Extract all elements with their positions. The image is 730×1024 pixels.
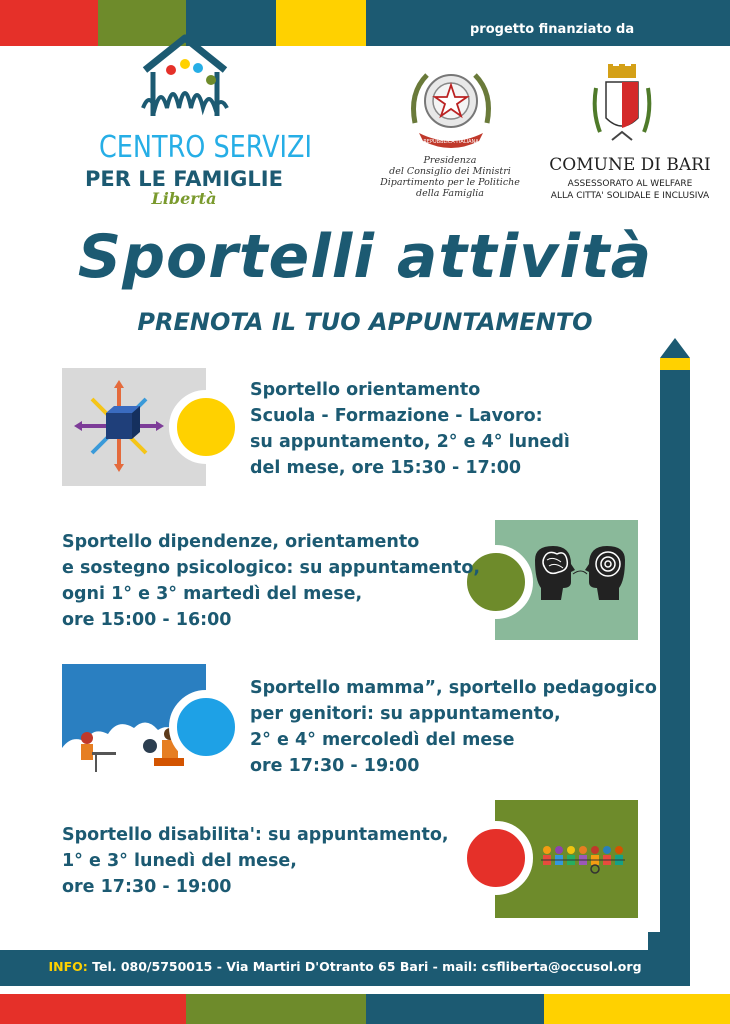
presidency-line: Presidenza — [423, 155, 477, 166]
section-line: ore 17:30 - 19:00 — [250, 756, 420, 776]
footer-contact — [0, 959, 690, 974]
page-subtitle: PRENOTA IL TUO APPUNTAMENTO — [137, 308, 593, 336]
section-line: 2° e 4° mercoledì del mese — [250, 730, 515, 750]
pencil-body-decoration — [660, 370, 690, 955]
presidency-line: del Consiglio dei Ministri — [389, 166, 511, 177]
bottom-color-stripe — [0, 994, 730, 1024]
bari-crest-icon — [590, 62, 654, 152]
section-line: ore 15:00 - 16:00 — [62, 610, 232, 630]
section-1-circle — [169, 390, 243, 464]
italian-republic-emblem-icon — [405, 63, 497, 153]
section-line: ore 17:30 - 19:00 — [62, 877, 232, 897]
comune-di-bari-label: COMUNE DI BARI — [549, 155, 711, 175]
section-line: Sportello mamma”, sportello pedagogico — [250, 678, 657, 698]
section-line: del mese, ore 15:30 - 17:00 — [250, 458, 522, 478]
bari-department — [535, 178, 725, 202]
section-line: su appuntamento, 2° e 4° lunedì — [250, 432, 570, 452]
section-line: 1° e 3° lunedì del mese, — [62, 851, 297, 871]
footer-contact-text: Tel. 080/5750015 - Via Martiri D'Otranto 65 Bari - mail: csfliberta@occusol.org — [92, 959, 642, 974]
section-3-text — [250, 675, 657, 779]
presidency-line: della Famiglia — [416, 188, 484, 199]
section-line: Sportello disabilita': su appuntamento, — [62, 825, 449, 845]
section-4-text — [62, 822, 449, 900]
page-title: Sportelli attività — [77, 222, 653, 292]
bari-department-line: ASSESSORATO AL WELFARE — [567, 179, 693, 189]
pencil-band-decoration — [660, 358, 690, 370]
presidency-text — [370, 155, 530, 199]
bari-department-line: ALLA CITTA' SOLIDALE E INCLUSIVA — [550, 191, 710, 201]
section-line: Sportello orientamento — [250, 380, 481, 400]
section-line: Sportello dipendenze, orientamento — [62, 532, 420, 552]
logo-title: CENTRO SERVIZI — [99, 130, 313, 165]
section-4-circle — [459, 821, 533, 895]
emblem-band-text: REPUBBLICA ITALIANA — [423, 139, 479, 145]
house-logo-icon — [135, 30, 235, 122]
section-line: e sostegno psicologico: su appuntamento, — [62, 558, 481, 578]
pencil-tip-decoration — [660, 338, 690, 358]
section-line: ogni 1° e 3° martedì del mese, — [62, 584, 363, 604]
section-2-text — [62, 529, 480, 633]
section-line: Scuola - Formazione - Lavoro: — [250, 406, 543, 426]
section-line: per genitori: su appuntamento, — [250, 704, 561, 724]
footer-info-label: INFO: — [48, 959, 88, 974]
section-1-text — [250, 377, 570, 481]
funded-by-label: progetto finanziato da — [470, 22, 635, 37]
logo-subtitle: PER LE FAMIGLIE — [85, 167, 283, 191]
logo-tag: Libertà — [151, 189, 217, 208]
presidency-line: Dipartimento per le Politiche — [380, 177, 520, 188]
section-3-circle — [169, 690, 243, 764]
